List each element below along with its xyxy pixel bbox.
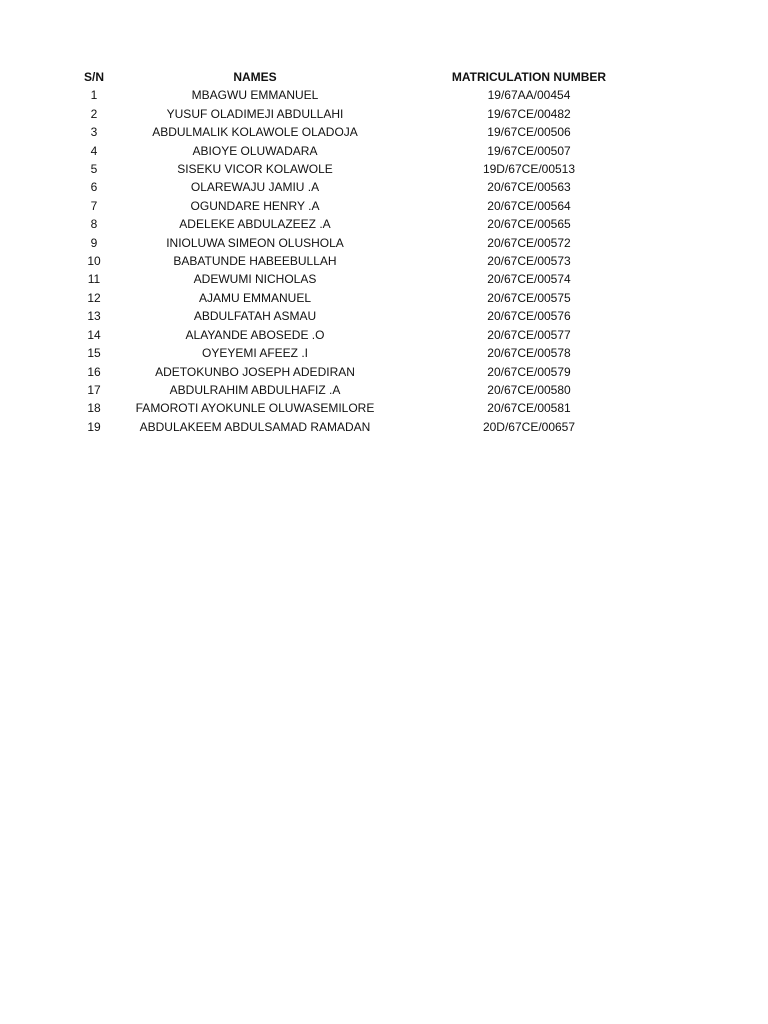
cell-matric-number: 20/67CE/00574 <box>487 272 571 287</box>
cell-name: ALAYANDE ABOSEDE .O <box>185 327 325 342</box>
cell-name: FAMOROTI AYOKUNLE OLUWASEMILORE <box>135 401 375 416</box>
cell-sn: 6 <box>90 180 98 195</box>
cell-matric-number: 19D/67CE/00513 <box>482 162 576 177</box>
cell-sn: 1 <box>90 88 98 103</box>
cell-sn: 12 <box>87 290 101 305</box>
cell-sn: 2 <box>90 106 98 121</box>
cell-matric-number: 20/67CE/00580 <box>487 382 571 397</box>
table-row <box>58 252 678 270</box>
cell-sn: 10 <box>87 254 101 269</box>
table-row <box>58 363 678 381</box>
cell-name: AJAMU EMMANUEL <box>198 290 311 305</box>
cell-matric-number: 20/67CE/00579 <box>487 364 571 379</box>
cell-sn: 19 <box>87 419 101 434</box>
student-table <box>58 68 678 436</box>
cell-matric-number: 19/67CE/00507 <box>487 143 571 158</box>
table-row <box>58 307 678 325</box>
cell-name: ABDULMALIK KOLAWOLE OLADOJA <box>152 125 358 140</box>
cell-sn: 5 <box>90 162 98 177</box>
table-row <box>58 215 678 233</box>
cell-name: OGUNDARE HENRY .A <box>190 198 320 213</box>
table-row <box>58 86 678 104</box>
table-body <box>58 86 678 436</box>
cell-sn: 4 <box>90 143 98 158</box>
table-row <box>58 418 678 436</box>
cell-matric-number: 20/67CE/00564 <box>487 198 571 213</box>
table-row <box>58 270 678 288</box>
cell-name: YUSUF OLADIMEJI ABDULLAHI <box>166 106 344 121</box>
cell-sn: 16 <box>87 364 101 379</box>
cell-name: ABIOYE OLUWADARA <box>192 143 318 158</box>
table-row <box>58 123 678 141</box>
table-row <box>58 142 678 160</box>
cell-name: MBAGWU EMMANUEL <box>191 88 319 103</box>
cell-matric-number: 20D/67CE/00657 <box>482 419 576 434</box>
cell-name: BABATUNDE HABEEBULLAH <box>173 254 337 269</box>
cell-matric-number: 19/67CE/00482 <box>487 106 571 121</box>
cell-matric-number: 20/67CE/00572 <box>487 235 571 250</box>
table-header-row <box>58 68 678 86</box>
cell-matric-number: 20/67CE/00576 <box>487 309 571 324</box>
header-matric-number: MATRICULATION NUMBER <box>451 70 607 84</box>
header-sn: S/N <box>83 70 104 84</box>
cell-matric-number: 19/67CE/00506 <box>487 125 571 140</box>
cell-matric-number: 19/67AA/00454 <box>487 88 571 103</box>
table-row <box>58 197 678 215</box>
cell-name: ADELEKE ABDULAZEEZ .A <box>179 217 331 232</box>
cell-name: OYEYEMI AFEEZ .I <box>201 346 309 361</box>
cell-matric-number: 20/67CE/00573 <box>487 254 571 269</box>
cell-name: ABDULRAHIM ABDULHAFIZ .A <box>169 382 341 397</box>
cell-matric-number: 20/67CE/00581 <box>487 401 571 416</box>
cell-sn: 7 <box>90 198 98 213</box>
cell-name: ABDULAKEEM ABDULSAMAD RAMADAN <box>139 419 371 434</box>
cell-matric-number: 20/67CE/00577 <box>487 327 571 342</box>
cell-sn: 9 <box>90 235 98 250</box>
table-row <box>58 178 678 196</box>
table-row <box>58 381 678 399</box>
table-row <box>58 160 678 178</box>
cell-sn: 15 <box>87 346 101 361</box>
cell-sn: 17 <box>87 382 101 397</box>
cell-matric-number: 20/67CE/00578 <box>487 346 571 361</box>
table-row <box>58 326 678 344</box>
cell-matric-number: 20/67CE/00565 <box>487 217 571 232</box>
table-row <box>58 289 678 307</box>
table-row <box>58 234 678 252</box>
cell-name: INIOLUWA SIMEON OLUSHOLA <box>166 235 344 250</box>
cell-sn: 14 <box>87 327 101 342</box>
cell-sn: 3 <box>90 125 98 140</box>
cell-sn: 11 <box>87 272 101 287</box>
cell-sn: 13 <box>87 309 101 324</box>
cell-name: SISEKU VICOR KOLAWOLE <box>177 162 333 177</box>
cell-name: ADEWUMI NICHOLAS <box>193 272 317 287</box>
table-row <box>58 399 678 417</box>
table-row <box>58 105 678 123</box>
table-row <box>58 344 678 362</box>
cell-sn: 18 <box>87 401 101 416</box>
cell-sn: 8 <box>90 217 98 232</box>
cell-name: ADETOKUNBO JOSEPH ADEDIRAN <box>155 364 355 379</box>
cell-matric-number: 20/67CE/00563 <box>487 180 571 195</box>
cell-name: ABDULFATAH ASMAU <box>193 309 317 324</box>
cell-name: OLAREWAJU JAMIU .A <box>190 180 320 195</box>
header-names: NAMES <box>233 70 277 84</box>
cell-matric-number: 20/67CE/00575 <box>487 290 571 305</box>
